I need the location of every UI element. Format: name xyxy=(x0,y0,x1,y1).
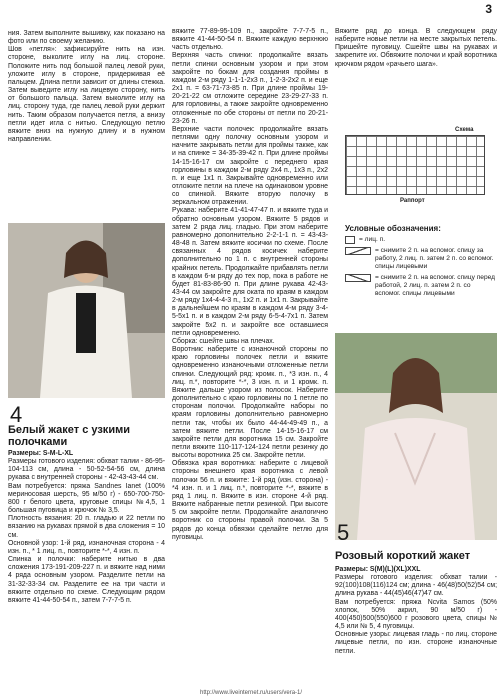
cable-front-symbol xyxy=(345,274,371,282)
paragraph: Обвязка края воротника: наберите с лицевой стороны внешнего края воротника с левой полочки 56 п. и вяжите: 1-й ряд (изн. сторона) - *4 изн. п. и 1 лиц. п.*, повторите *-*, вяжите в ряд 1 лиц. п. Вяжите в изн. стороне 4-й ряд. Вяжите набранные петли резинкой. При высоте 5 см закройте петли. Продолжайте аналогично воротник со стороны правой полочки. За 5 рядов до конца обвязки сделайте петлю для пуговицы. xyxy=(172,460,328,541)
paragraph: Размеры готового изделия: обхват талии - 86-95-104-113 см, длина - 50-52-54-56 см, длина рукава с внутренней стороны - 42-43-43-44 см. xyxy=(8,458,165,482)
paragraph: Сборка: сшейте швы на плечах. xyxy=(172,337,275,345)
knitting-chart-grid xyxy=(345,135,485,195)
paragraph: Размеры: S(M)(L)(XL)XXL xyxy=(335,566,421,573)
paragraph: Шов «петля»: зафиксируйте нить на изн. стороне, выколите иглу на лиц. стороне. Положите нить под большой палец левой руки, уложите иглу в стороне, придерживая её пальцем. Длина петли зависит от длины стежка. Затем выведите иглу на лицевую сторону, нить от большого пальца. Затем выколите иглу на лиц. сторону туда, где палец левой руки держит нить. Таким образом получается петля, а внизу петли идет игла с нитью. Следующую петлю вяжите вниз на нужную длину и в нужном направлении. xyxy=(8,46,165,144)
legend xyxy=(345,225,495,301)
page-number: 3 xyxy=(485,2,492,16)
knit-stitch-symbol xyxy=(345,236,355,244)
article-title: Розовый короткий жакет xyxy=(335,550,471,562)
paragraph: Основной узор: 1-й ряд, изнаночная сторона - 4 изн. п., * 1 лиц. п., повторите *-*, 4 изн. п. xyxy=(8,539,165,555)
paragraph: ния. Затем выполните вышивку, как показано на фото или по своему желанию. xyxy=(8,30,165,46)
paragraph: вяжите 77-89-95-109 п., закройте 7-7-7-5 п., вяжите 41-44-50-54 п. Вяжите каждую верхнюю часть отдельно. xyxy=(172,28,328,52)
article-number: 5 xyxy=(337,520,350,545)
paragraph: Вам потребуется: пряжа Ncvita Samos (50% хлопок, 50% акрил, 90 м/50 г) - 400(450)500(550)600 г розового цвета, спицы № 4,5 или № 5, 4 пуговицы. xyxy=(335,598,497,631)
legend-item: = лиц. п. xyxy=(345,236,495,244)
paragraph: Вяжите ряд до конца. В следующем ряду наберите новые петли на месте закрытых петель. Пришейте пуговицу. Сшейте швы на рукавах и закрепите их. Обвяжите полочки и край воротника крючком рядом «рачьего шага». xyxy=(335,28,497,68)
paragraph: Верхняя часть спинки: продолжайте вязать петли спинки основным узором и при этом закройте по бокам для создания проймы в каждом 2-м ряду 1-1-1-2х3 п., 1-2-3-2х2 п. и еще 2х1 п. = 63-71-73-85 п. При длине проймы 19-20-21-22 см отложите середине 23-29-27-33 п. для горловины, а также закройте одновременно отложенные по обе стороны от петли по 20-21-23-26 п. xyxy=(172,52,328,125)
paragraph: Плотность вязания: 20 п. гладью и 22 петли по вязанию на рукавах прямой в два сложения = 10 см. xyxy=(8,515,165,539)
legend-item: = снимите 2 п. на вспомог. спицу перед работой, 2 лиц. п. затем 2 п. со вспомог. спицы лицевыми xyxy=(345,274,495,298)
column-1 xyxy=(8,30,165,144)
paragraph: Рукава: наберите 41-41-47-47 п. и вяжите туда и обратно основным узором. Вяжите 5 рядов и затем 2 ряда лиц. гладью. При этом наберите равномерно дополнительно 2-2-1-1 п. = 43-43-48-48 п. Затем вяжите косички по схеме. После связанных 4 рядов косичек наберите дополнительно по 1 п. с внутренней стороны крайних петель. Продолжайте прибавлять петли в каждом 6-м ряду до тех пор, пока в работе не будет 81-83-86-90 п. При длине рукава 42-43-43-44 см закройте для оката по краям в каждом 2-м ряду 1х4-4-4-3 п., 1х2 п. и 1х1 п. Закрывайте в дальнейшем по краям в каждом 4-м ряду 3-4-5-5х1 п. и в каждом 2-м ряду 6-5-4-7х1 п. Затем закройте 5х2 п. и закройте все оставшиеся петли одновременно. xyxy=(172,207,328,337)
cable-back-symbol xyxy=(345,247,371,255)
woman-in-white-jacket-image xyxy=(8,223,165,398)
chart-title: Схема xyxy=(455,127,474,133)
paragraph: Вам потребуется: пряжа Sandnes Ianet (100% мериносовая шерсть, 95 м/50 г) - 650-700-750-800 г белого цвета, круговые спицы №4,5, 1 большая пуговица и крючок № 3,5. xyxy=(8,482,165,515)
article-5-body xyxy=(335,566,497,656)
legend-title: Условные обозначения: xyxy=(345,224,441,233)
column-3 xyxy=(335,28,497,69)
paragraph: Спинка и полочки: наберите нитью в два сложения 173-191-209-227 п. и вяжите над ними 4 ряда основным узором. Разделите петли на 31-32-33-34 см. Разделите ее на три части и вяжите отдельно по схеме. Следующим рядом вяжите 41-44-50-54 п., затем 7-7-7-5 п. xyxy=(8,556,165,604)
white-jacket-photo xyxy=(8,223,165,398)
paragraph: Основные узоры: лицевая гладь - по лиц. стороне лицевые петли, по изн. стороне изнаночные петли. xyxy=(335,631,497,655)
woman-in-pink-jacket-image xyxy=(335,333,497,540)
paragraph: Размеры готового изделия: обхват талии - 92(100)108(116)124 см; длина - 46(48)50(52)54 см; длина рукава - 44(45)46(47)47 см. xyxy=(335,574,497,598)
rapport-label: Раппорт xyxy=(400,198,425,204)
paragraph: Воротник: наберите с изнаночной стороны по краю горловины полочек петли и вяжите одновременно изнаночными отложенные петли спинки. Следующий ряд: кромк. п., *3 изн. п., 4 лиц. п.*, повторите *-*, 3 изн. п. и 1 кромк. п. Вяжите дальше узором из полосок. Наберите дополнительно с краю горловины по 1 петле по сторонам полочки. Продолжайте наборы по краям горловины дополнительно равномерно петли так, чтобы их было 44-44-49-49 п., а затем вяжите петли. После 14-15-16-17 см закройте петли для воротника 15 см. Закройте петли вяжите 110-117-124-124 петли резинку до высоты воротника 25 см. Закройте петли. xyxy=(172,346,328,460)
legend-item: = снимите 2 п. на вспомог. спицу за работу, 2 лиц. п. затем 2 п. со вспомог. спицы лицевыми xyxy=(345,247,495,271)
article-4-body xyxy=(8,450,165,605)
paragraph: Размеры: S-M-L-XL xyxy=(8,450,74,457)
pink-jacket-photo xyxy=(335,333,497,540)
footer-url[interactable]: http://www.liveinternet.ru/users/vera-1/ xyxy=(200,690,303,696)
article-title: Белый жакет с узкими полочками xyxy=(8,424,130,448)
paragraph: Верхние части полочек: продолжайте вязать петлями одну полочку основным узором и начните закрывать петли для проймы также, как и на спинке = 34-35-39-42 п. При длине проймы 14-15-16-17 см закройте с переднего края горловины в каждом 2-м ряду 2х4 п., 1х3 п., 2х2 п. и еще 1х1 п. Закрывайте одновременно или отложите петли на плече на одинаковом уровне со спинкой. Вяжите вторую полочку в зеркальном отражении. xyxy=(172,125,328,207)
column-2 xyxy=(172,28,328,542)
article-number: 4 xyxy=(10,402,23,427)
